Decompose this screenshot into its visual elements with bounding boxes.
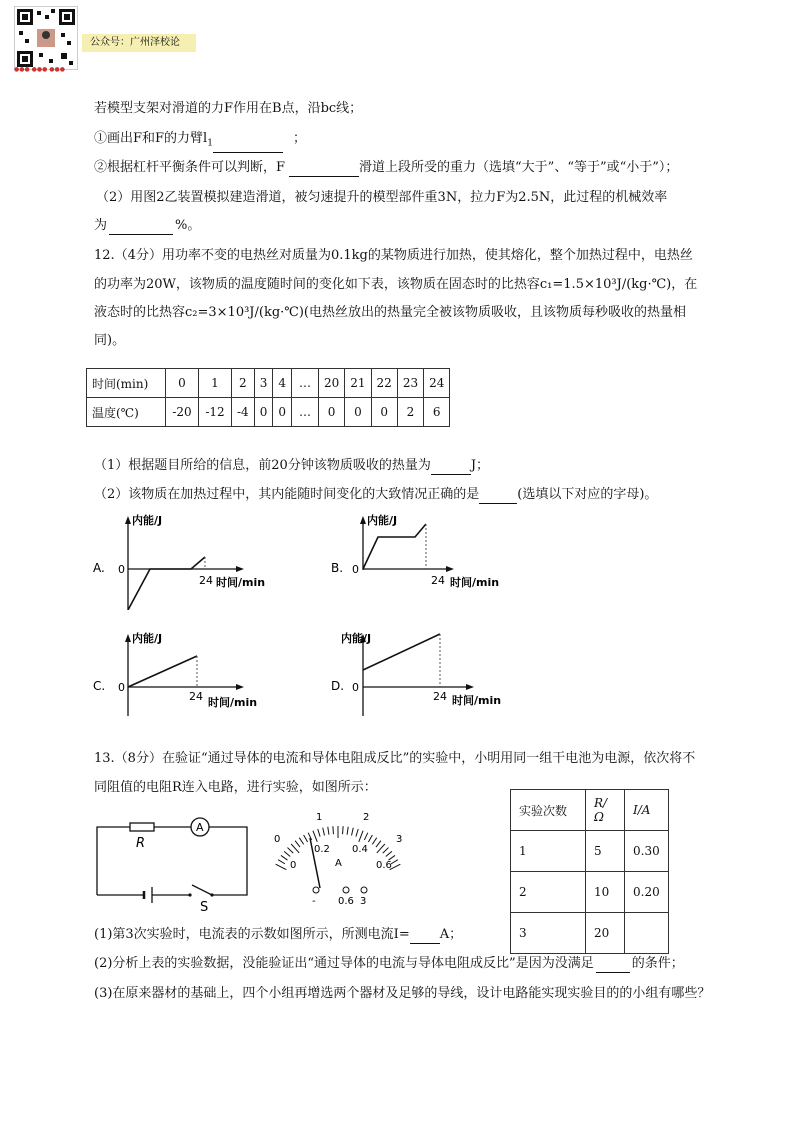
x-label: 时间/min [208,696,258,709]
text-line: ②根据杠杆平衡条件可以判断，F 滑道上段所受的重力（选填“大于”、“等于”或“小于”）； [94,160,679,175]
ammeter-label: A [196,821,204,834]
question-12-line: 液态时的比热容c₂=3×10³J/(kg·℃)(电热丝放出的热量完全被该物质吸收，且该物质每秒吸收的热量相 [94,305,686,320]
scale-label: 3 [396,834,403,845]
temperature-table [86,368,450,427]
scale-label: 0 [290,860,297,871]
dial-tick [347,827,348,835]
dial-tick [352,828,354,836]
graph-c-and-d [88,630,528,716]
resistor [130,823,154,831]
graph-line [128,656,197,687]
dial-tick [328,827,329,835]
y-axis-arrow [125,634,131,642]
account-badge: 公众号：广州泽校论 [82,34,196,52]
x-axis-arrow [466,684,474,690]
question-12-line: 12.（4分）用功率不变的电热丝对质量为0.1kg的某物质进行加热，使其熔化，整个加热过程中，电热丝 [94,248,693,263]
dial-tick [364,833,367,840]
qr-code [14,6,78,70]
text-line: ①画出F和F的力臂$l_1$ ； [94,130,306,153]
dial-tick [304,835,308,842]
text-line: 若模型支架对滑道的力F作用在B点，沿bc线； [94,101,363,116]
text-line: （2）用图2乙装置模拟建造滑道，被匀速提升的模型部件重3N，拉力F为2.5N，此过程的机械效率 [96,190,668,205]
wire [209,827,247,895]
x-label: 时间/min [450,576,500,589]
graph-letter: D. [331,679,345,693]
scale-label: 0.6 [376,860,392,871]
question-13-part1: (1)第3次实验时，电流表的示数如图所示，所测电流I= A； [94,927,463,942]
dial-tick [368,835,372,842]
y-axis-arrow [125,516,131,524]
switch [192,885,212,895]
scale-label: 0 [274,834,281,845]
table-row: 时间(min) 0 1 2 3 4 … 20 21 22 23 24 [87,369,450,398]
dial-tick [333,826,334,834]
dial-tick [287,848,293,854]
text-line: 为 %。 [94,218,201,233]
dial-unit: A [335,858,342,869]
origin-label: 0 [352,681,359,694]
origin-label: 0 [118,563,125,576]
ammeter-dial [268,808,408,908]
tick-label: 24 [189,690,203,703]
dial-tick [318,829,320,837]
dial-tick [372,838,376,845]
table-row: 1 5 0.30 [511,831,669,872]
x-axis-arrow [236,566,244,572]
dial-tick [313,831,317,842]
table-row: 2 10 0.20 [511,872,669,913]
y-label: 内能/J [132,514,163,527]
origin-label: 0 [118,681,125,694]
dial-tick [391,860,398,864]
qr-caption: ●●● ●●● ●●● [14,66,65,73]
x-label: 时间/min [452,694,502,707]
dial-tick [359,831,363,842]
dial-tick [356,829,358,837]
dial-tick [299,838,303,845]
graph-line [363,634,440,670]
y-axis-arrow [360,516,366,524]
tick-label: 24 [199,574,213,587]
dial-tick [295,841,300,847]
x-axis-arrow [446,566,454,572]
terminal-label: 3 [360,896,367,907]
dial-tick [323,828,325,836]
terminal-label: 0.6 [338,896,354,907]
wire [97,827,130,895]
dial-tick [281,855,288,860]
y-label: 内能/J [132,632,163,645]
graph-line [363,524,426,569]
terminal-label: - [312,896,316,907]
resistor-label: R [136,836,146,851]
experiment-table [510,789,669,954]
dial-tick [386,851,392,856]
table-row: 3 20 [511,913,669,954]
dial-tick [376,841,381,847]
graph-letter: C. [93,679,106,693]
dial-tick [383,848,389,854]
question-13-part2: (2)分析上表的实验数据，没能验证出“通过导体的电流与导体电阻成反比”是因为没满足 的条件； [94,956,684,971]
scale-label: 2 [363,812,370,823]
tick-label: 24 [431,574,445,587]
dial-tick [343,826,344,834]
dial-tick [276,864,287,869]
graph-a-and-b [88,510,528,610]
table-row: 温度(℃) -20 -12 -4 0 0 … 0 0 0 2 6 [87,398,450,427]
circuit-diagram [92,815,252,915]
graph-letter: B. [331,561,344,575]
x-label: 时间/min [216,576,266,589]
question-13-part3: (3)在原来器材的基础上，四个小组再增选两个器材及足够的导线，设计电路能实现实验目的的小组有哪些？ [94,986,711,1001]
switch-label: S [200,900,209,915]
y-label: 内能/J [367,514,398,527]
question-12-line: 同)。 [94,333,126,348]
origin-label: 0 [352,563,359,576]
scale-label: 1 [316,812,323,823]
y-label: 内能/J [341,632,372,645]
dial-tick [284,851,290,856]
graph-line [128,557,205,610]
scale-label: 0.2 [314,844,330,855]
question-12-part2: （2）该物质在加热过程中，其内能随时间变化的大致情况正确的是 (选填以下对应的字母)。 [94,487,658,502]
table-row: 实验次数 R/Ω I/A [511,790,669,831]
x-axis-arrow [236,684,244,690]
dial-tick [278,860,285,864]
question-12-line: 的功率为20W，该物质的温度随时间的变化如下表，该物质在固态时的比热容c₁=1.5×10³J/(kg·℃)，在 [94,277,698,292]
question-13-line: 同阻值的电阻R连入电路，进行实验，如图所示： [94,780,377,795]
scale-label: 0.4 [352,844,368,855]
tick-label: 24 [433,690,447,703]
question-13-line: 13.（8分）在验证“通过导体的电流和导体电阻成反比”的实验中，小明用同一组干电池为电源，依次将不 [94,751,696,766]
question-12-part1: （1）根据题目所给的信息，前20分钟该物质吸收的热量为 J； [94,458,490,473]
graph-letter: A. [93,561,105,575]
